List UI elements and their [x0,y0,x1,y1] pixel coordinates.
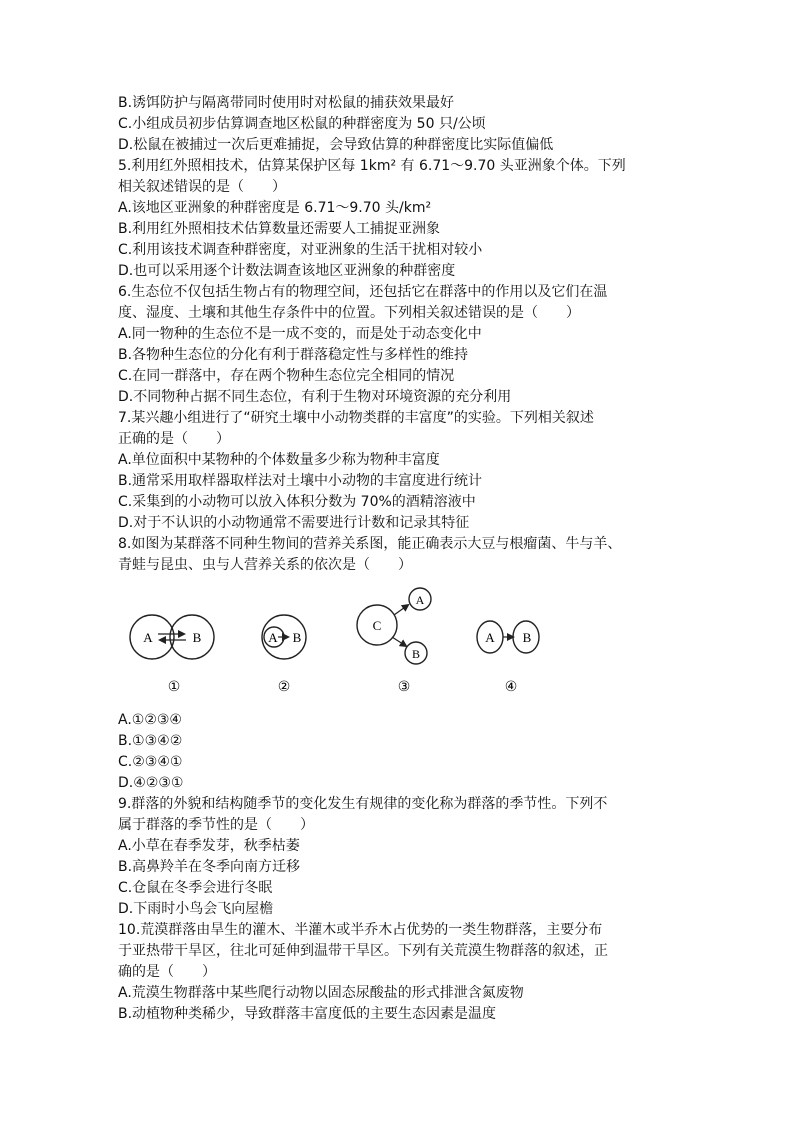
question-5-option-c: C.利用该技术调查种群密度，对亚洲象的生活干扰相对较小 [118,242,483,258]
question-8-option-d: D.④②③① [118,775,184,791]
arrow-c-to-b [392,637,406,646]
caption-2: ② [277,679,291,695]
caption-1: ① [167,679,181,695]
question-5-stem: 相关叙述错误的是（ ） [118,179,286,195]
question-8-option-b: B.①③④② [118,733,183,749]
question-9-stem: 9.群落的外貌和结构随季节的变化发生有规律的变化称为群落的季节性。下列不 [118,796,608,812]
question-8-option-c: C.②③④① [118,754,183,770]
label-a: A [415,593,425,607]
question-7-option-a: A.单位面积中某物种的个体数量多少称为物种丰富度 [118,452,440,468]
question-9-option-d: D.下雨时小鸟会飞向屋檐 [118,901,274,917]
question-6-option-a: A.同一物种的生态位不是一成不变的，而是处于动态变化中 [118,326,482,342]
question-7-option-c: C.采集到的小动物可以放入体积分数为 70%的酒精溶液中 [118,494,476,510]
label-b: B [411,647,421,661]
diagram-3 [357,588,431,695]
question-6-option-d: D.不同物种占据不同生态位，有利于生物对环境资源的充分利用 [118,389,512,405]
label-b: B [522,630,532,645]
question-10-option-b: B.动植物种类稀少，导致群落丰富度低的主要生态因素是温度 [118,1006,497,1022]
label-c: C [372,618,382,633]
label-a: A [143,630,153,645]
label-b: B [292,630,302,645]
question-10-stem: 于亚热带干旱区，往北可延伸到温带干旱区。下列有关荒漠生物群落的叙述，正 [118,943,608,959]
question-9-option-a: A.小草在春季发芽，秋季枯萎 [118,838,300,854]
text-line: D.松鼠在被捕过一次后更难捕捉，会导致估算的种群密度比实际值偏低 [118,137,554,153]
label-b: B [192,630,202,645]
question-10-stem: 10.荒漠群落由旱生的灌木、半灌木或半乔木占优势的一类生物群落，主要分布 [118,922,603,938]
caption-4: ④ [504,679,518,695]
question-5-option-a: A.该地区亚洲象的种群密度是 6.71～9.70 头/km² [118,200,432,216]
question-8-stem: 青蛙与昆虫、虫与人营养关系的依次是（ ） [118,557,412,573]
diagram-1 [130,615,214,695]
arrow-c-to-a [394,605,408,615]
diagram-2 [262,615,306,695]
label-a: A [268,630,278,645]
question-8-stem: 8.如图为某群落不同种生物间的营养关系图，能正确表示大豆与根瘤菌、牛与羊、 [118,536,622,552]
question-5-stem: 5.利用红外照相技术，估算某保护区每 1km² 有 6.71～9.70 头亚洲象个体。下列 [118,158,626,174]
question-7-option-b: B.通常采用取样器取样法对土壤中小动物的丰富度进行统计 [118,473,483,489]
relationship-diagrams [122,579,552,704]
nutrition-relationship-figure [122,579,552,704]
question-8-option-a: A.①②③④ [118,712,182,728]
caption-3: ③ [397,679,411,695]
question-9-option-c: C.仓鼠在冬季会进行冬眠 [118,880,273,896]
question-9-option-b: B.高鼻羚羊在冬季向南方迁移 [118,859,301,875]
question-10-stem: 确的是（ ） [118,964,216,980]
question-7-stem: 正确的是（ ） [118,431,230,447]
document-page [118,93,683,1025]
question-5-option-d: D.也可以采用逐个计数法调查该地区亚洲象的种群密度 [118,263,456,279]
question-9-stem: 属于群落的季节性的是（ ） [118,817,314,833]
question-6-option-b: B.各物种生态位的分化有利于群落稳定性与多样性的维持 [118,347,469,363]
question-6-stem: 度、湿度、土壤和其他生存条件中的位置。下列相关叙述错误的是（ ） [118,305,580,321]
question-6-stem: 6.生态位不仅包括生物占有的物理空间，还包括它在群落中的作用以及它们在温 [118,284,608,300]
question-10-option-a: A.荒漠生物群落中某些爬行动物以固态尿酸盐的形式排泄含氮废物 [118,985,524,1001]
question-7-option-d: D.对于不认识的小动物通常不需要进行计数和记录其特征 [118,515,470,531]
question-6-option-c: C.在同一群落中，存在两个物种生态位完全相同的情况 [118,368,455,384]
text-line: B.诱饵防护与隔离带同时使用时对松鼠的捕获效果最好 [118,95,455,111]
text-line: C.小组成员初步估算调查地区松鼠的种群密度为 50 只/公顷 [118,116,486,132]
question-5-option-b: B.利用红外照相技术估算数量还需要人工捕捉亚洲象 [118,221,441,237]
question-7-stem: 7.某兴趣小组进行了“研究土壤中小动物类群的丰富度”的实验。下列相关叙述 [118,410,594,426]
diagram-4 [477,621,539,695]
label-a: A [485,630,495,645]
